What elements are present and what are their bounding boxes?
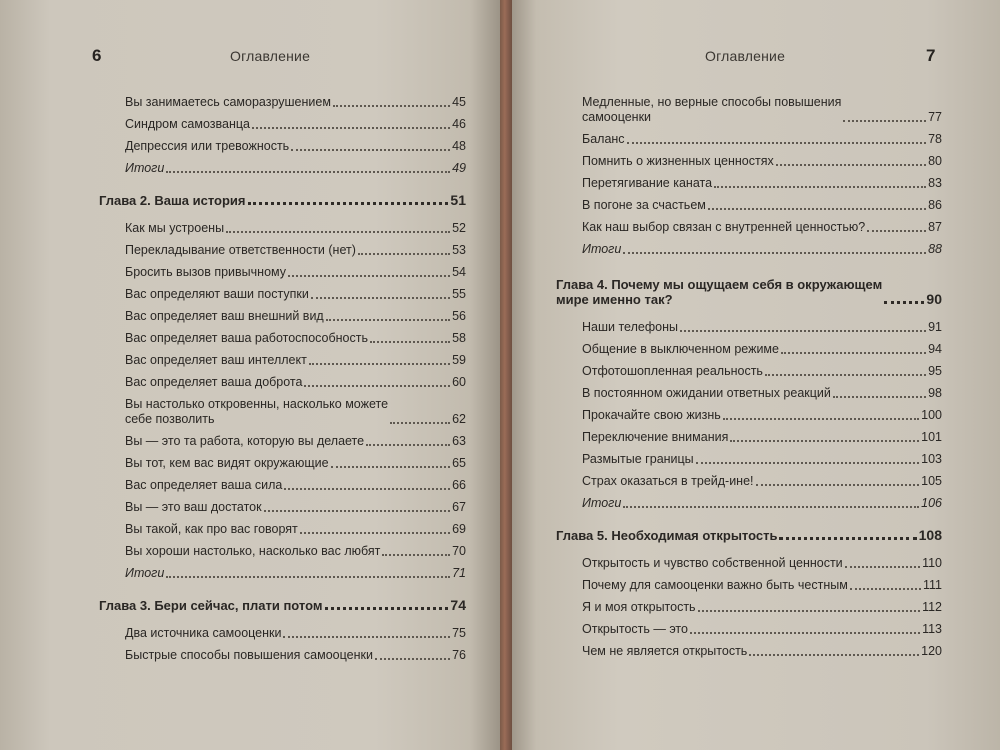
- toc-dot-leader: [845, 566, 920, 568]
- toc-entry: [99, 559, 466, 581]
- toc-entry: [556, 191, 942, 213]
- toc-entry-title: Вы хороши настолько, насколько вас любят: [125, 544, 381, 558]
- toc-entry-title: Отфотошопленная реальность: [582, 364, 763, 378]
- toc-dot-leader: [708, 208, 926, 210]
- toc-dot-leader: [309, 363, 450, 365]
- toc-dot-leader: [248, 202, 449, 205]
- toc-page-number: 80: [928, 154, 942, 168]
- toc-entry-title: Баланс: [582, 132, 625, 146]
- toc-entry-title: Страх оказаться в трейд-ине!: [582, 474, 754, 488]
- toc-dot-leader: [300, 532, 450, 534]
- toc-entry-title: Открытость и чувство собственной ценности: [582, 556, 843, 570]
- toc-dot-leader: [627, 142, 927, 144]
- toc-page-number: 78: [928, 132, 942, 146]
- toc-dot-leader: [723, 418, 919, 420]
- toc-entry-title: Почему для самооценки важно быть честным: [582, 578, 848, 592]
- toc-dot-leader: [325, 607, 449, 610]
- toc-dot-leader: [288, 275, 450, 277]
- toc-entry: [556, 445, 942, 467]
- toc-entry-title: Размытые границы: [582, 452, 694, 466]
- toc-dot-leader: [366, 444, 450, 446]
- toc-entry: [556, 571, 942, 593]
- toc-entry-title: Вы тот, кем вас видят окружающие: [125, 456, 329, 470]
- toc-page-number: 94: [928, 342, 942, 356]
- toc-chapter-entry: [556, 521, 942, 543]
- toc-dot-leader: [765, 374, 926, 376]
- toc-entry-title: Чем не является открытость: [582, 644, 748, 658]
- toc-entry: [556, 213, 942, 235]
- toc-entry: [556, 379, 942, 401]
- toc-dot-leader: [311, 297, 450, 299]
- toc-dot-leader: [333, 105, 450, 107]
- toc-chapter-entry: [99, 186, 466, 208]
- toc-page-number: 101: [921, 430, 942, 444]
- toc-entry: [556, 637, 942, 659]
- toc-dot-leader: [283, 636, 450, 638]
- toc-page-number: 87: [928, 220, 942, 234]
- toc-page-number: 46: [452, 117, 466, 131]
- toc-dot-leader: [698, 610, 920, 612]
- toc-page-number: 75: [452, 626, 466, 640]
- toc-entry-title: Вы такой, как про вас говорят: [125, 522, 298, 536]
- page-number: 6: [92, 46, 102, 65]
- toc-dot-leader: [776, 164, 926, 166]
- toc-dot-leader: [779, 537, 916, 540]
- toc-page-number: 51: [450, 192, 466, 208]
- toc-chapter-entry: [99, 591, 466, 613]
- toc-page-number: 113: [922, 622, 942, 636]
- toc-entry-title: Вы занимаетесь саморазрушением: [125, 95, 331, 109]
- toc-page-number: 70: [452, 544, 466, 558]
- toc-dot-leader: [264, 510, 450, 512]
- toc-entry: [556, 235, 942, 257]
- toc-entry-title: Итоги: [582, 496, 622, 510]
- toc-page-number: 69: [452, 522, 466, 536]
- toc-entry-title: Открытость — это: [582, 622, 688, 636]
- toc-entry: [99, 324, 466, 346]
- toc-page-number: 95: [928, 364, 942, 378]
- toc-dot-leader: [884, 301, 924, 304]
- toc-entry-title: Вы — это ваш достаток: [125, 500, 262, 514]
- toc-page-number: 112: [922, 600, 942, 614]
- toc-page-number: 110: [922, 556, 942, 570]
- toc-dot-leader: [756, 484, 920, 486]
- toc-page-number: 59: [452, 353, 466, 367]
- toc-entry: [556, 615, 942, 637]
- toc-entry-title: В погоне за счастьем: [582, 198, 706, 212]
- toc-dot-leader: [226, 231, 450, 233]
- toc-dot-leader: [390, 422, 450, 424]
- toc-page-number: 60: [452, 375, 466, 389]
- toc-page-number: 83: [928, 176, 942, 190]
- toc-dot-leader: [696, 462, 919, 464]
- toc-dot-leader: [291, 149, 450, 151]
- toc-entry-title: Прокачайте свою жизнь: [582, 408, 721, 422]
- toc-dot-leader: [623, 506, 919, 508]
- toc-entry: [556, 357, 942, 379]
- toc-entry: [99, 427, 466, 449]
- toc-page-number: 90: [926, 291, 942, 307]
- toc-page-number: 74: [450, 597, 466, 613]
- toc-page-number: 52: [452, 221, 466, 235]
- toc-entry: [99, 537, 466, 559]
- toc-entry-title: Вас определяет ваша доброта: [125, 375, 303, 389]
- toc-entry: [99, 449, 466, 471]
- toc-page-number: 91: [928, 320, 942, 334]
- toc-entry: [99, 154, 466, 176]
- table-of-contents: [556, 88, 942, 659]
- right-page: [512, 0, 1000, 750]
- toc-entry: [556, 169, 942, 191]
- toc-page-number: 86: [928, 198, 942, 212]
- toc-dot-leader: [690, 632, 920, 634]
- toc-page-number: 66: [452, 478, 466, 492]
- toc-entry-title: Как мы устроены: [125, 221, 225, 235]
- toc-entry-title: Вас определяет ваша работоспособность: [125, 331, 368, 345]
- toc-dot-leader: [833, 396, 926, 398]
- toc-page-number: 65: [452, 456, 466, 470]
- toc-entry-title: Итоги: [582, 242, 622, 256]
- toc-page-number: 48: [452, 139, 466, 153]
- toc-page-number: 88: [928, 242, 942, 256]
- toc-dot-leader: [252, 127, 450, 129]
- toc-entry-title: Вас определяет ваш внешний вид: [125, 309, 324, 323]
- toc-entry: [556, 147, 942, 169]
- toc-entry-title: Бросить вызов привычному: [125, 265, 287, 279]
- toc-entry: [99, 346, 466, 368]
- toc-entry: [99, 368, 466, 390]
- toc-page-number: 49: [452, 161, 466, 175]
- toc-entry-title: Два источника самооценки: [125, 626, 282, 640]
- toc-page-number: 67: [452, 500, 466, 514]
- toc-entry-title: Депрессия или тревожность: [125, 139, 290, 153]
- toc-page-number: 58: [452, 331, 466, 345]
- toc-entry: [556, 88, 942, 125]
- toc-entry-title: Медленные, но верные способы повышения самооценки: [582, 95, 842, 124]
- toc-entry: [556, 549, 942, 571]
- toc-entry: [99, 471, 466, 493]
- toc-page-number: 53: [452, 243, 466, 257]
- toc-dot-leader: [843, 120, 926, 122]
- toc-entry-title: Перекладывание ответственности (нет): [125, 243, 356, 257]
- toc-entry-title: Глава 3. Бери сейчас, плати потом: [99, 598, 323, 613]
- toc-page-number: 45: [452, 95, 466, 109]
- toc-page-number: 54: [452, 265, 466, 279]
- toc-entry-title: Вас определяет ваш интеллект: [125, 353, 307, 367]
- toc-dot-leader: [375, 658, 450, 660]
- toc-page-number: 108: [918, 527, 942, 543]
- toc-entry-title: Вы настолько откровенны, насколько можете себе позволить: [125, 397, 389, 426]
- toc-page-number: 100: [921, 408, 942, 422]
- toc-dot-leader: [680, 330, 926, 332]
- toc-dot-leader: [166, 576, 450, 578]
- toc-dot-leader: [326, 319, 450, 321]
- toc-entry: [99, 493, 466, 515]
- toc-entry-title: Как наш выбор связан с внутренней ценностью?: [582, 220, 866, 234]
- toc-entry: [99, 214, 466, 236]
- running-head: Оглавление: [705, 48, 786, 64]
- toc-entry: [556, 489, 942, 511]
- toc-entry: [556, 313, 942, 335]
- toc-entry-title: Наши телефоны: [582, 320, 678, 334]
- toc-entry: [99, 258, 466, 280]
- toc-dot-leader: [358, 253, 450, 255]
- toc-entry-title: Помнить о жизненных ценностях: [582, 154, 774, 168]
- toc-page-number: 120: [921, 644, 942, 658]
- toc-page-number: 106: [921, 496, 942, 510]
- toc-entry: [99, 390, 466, 427]
- table-of-contents: [99, 88, 466, 663]
- toc-entry: [99, 88, 466, 110]
- toc-entry-title: Вас определяет ваша сила: [125, 478, 283, 492]
- toc-dot-leader: [730, 440, 919, 442]
- toc-entry-title: Я и моя открытость: [582, 600, 696, 614]
- toc-entry-title: В постоянном ожидании ответных реакций: [582, 386, 831, 400]
- toc-entry-title: Итоги: [125, 566, 165, 580]
- toc-entry: [556, 467, 942, 489]
- toc-entry: [99, 280, 466, 302]
- toc-entry: [556, 125, 942, 147]
- toc-entry-title: Общение в выключенном режиме: [582, 342, 779, 356]
- toc-entry: [99, 302, 466, 324]
- toc-entry: [99, 641, 466, 663]
- toc-dot-leader: [370, 341, 450, 343]
- toc-entry: [99, 515, 466, 537]
- toc-page-number: 103: [921, 452, 942, 466]
- toc-page-number: 76: [452, 648, 466, 662]
- toc-entry: [99, 132, 466, 154]
- toc-entry-title: Переключение внимания: [582, 430, 729, 444]
- toc-dot-leader: [714, 186, 926, 188]
- toc-entry: [556, 335, 942, 357]
- toc-entry-title: Глава 5. Необходимая открытость: [556, 528, 778, 543]
- toc-entry: [99, 236, 466, 258]
- toc-page-number: 105: [921, 474, 942, 488]
- toc-page-number: 98: [928, 386, 942, 400]
- toc-page-number: 62: [452, 412, 466, 426]
- toc-dot-leader: [166, 171, 450, 173]
- toc-dot-leader: [781, 352, 926, 354]
- toc-page-number: 56: [452, 309, 466, 323]
- toc-entry-title: Синдром самозванца: [125, 117, 250, 131]
- toc-page-number: 71: [452, 566, 466, 580]
- toc-dot-leader: [850, 588, 921, 590]
- toc-entry-title: Вас определяют ваши поступки: [125, 287, 309, 301]
- toc-page-number: 55: [452, 287, 466, 301]
- toc-entry: [556, 401, 942, 423]
- toc-dot-leader: [867, 230, 926, 232]
- toc-entry-title: Перетягивание каната: [582, 176, 713, 190]
- toc-entry: [99, 110, 466, 132]
- toc-entry: [99, 619, 466, 641]
- toc-page-number: 111: [922, 578, 942, 592]
- book-gutter: [500, 0, 512, 750]
- toc-dot-leader: [284, 488, 450, 490]
- toc-entry-title: Глава 4. Почему мы ощущаем себя в окружающем мире именно так?: [556, 277, 883, 307]
- toc-dot-leader: [382, 554, 450, 556]
- toc-dot-leader: [331, 466, 451, 468]
- toc-dot-leader: [304, 385, 450, 387]
- toc-page-number: 77: [928, 110, 942, 124]
- toc-chapter-entry: [556, 267, 942, 307]
- page-number: 7: [926, 46, 936, 65]
- toc-entry-title: Быстрые способы повышения самооценки: [125, 648, 373, 662]
- running-head: Оглавление: [230, 48, 311, 64]
- toc-entry: [556, 593, 942, 615]
- toc-dot-leader: [623, 252, 926, 254]
- toc-page-number: 63: [452, 434, 466, 448]
- toc-entry-title: Глава 2. Ваша история: [99, 193, 246, 208]
- toc-dot-leader: [749, 654, 919, 656]
- toc-entry-title: Итоги: [125, 161, 165, 175]
- toc-entry: [556, 423, 942, 445]
- toc-entry-title: Вы — это та работа, которую вы делаете: [125, 434, 365, 448]
